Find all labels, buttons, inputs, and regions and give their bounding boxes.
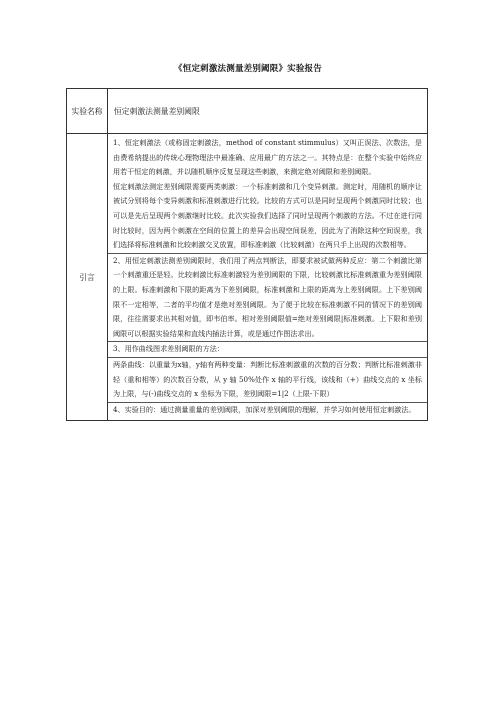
intro-paragraph-4: 3、用作曲线图求差别阈限的方法： xyxy=(108,341,427,357)
intro-paragraph-2: 恒定刺激法测定差别阈限需要两类刺激：一个标准刺激和几个变异刺激。测定时，用随机的顺序让被试分别将每个变异刺激和标准刺激进行比较。比较的方式可以是同时呈现两个刺激同时比较；也可以是先后呈现两个刺激继时比较。此次实验我们选择了同时呈现两个刺激的方法。不过在进行同时比较时，因为两个刺激在空间的位置上的差异会出现空间误差，因此为了消除这种空间误差，我们选择将标准刺激和比较刺激交叉放置，即标准刺激（比较刺激）在两只手上出现的次数相等。 xyxy=(113,181,422,250)
introduction-body xyxy=(108,134,428,421)
intro-paragraph-6: 4、实验目的：通过测量重量的差别阈限，加深对差别阈限的理解，并学习如何使用恒定刺激法。 xyxy=(108,402,427,418)
introduction-label: 引言 xyxy=(67,134,108,421)
introduction-row xyxy=(67,134,428,421)
report-table xyxy=(66,88,428,421)
intro-paragraph-3: 2、用恒定刺激法测差别阈限时，我们用了两点判断法，即要求被试做两种反应：第二个刺激比第一个刺激重还是轻。比较刺激比标准刺激轻为差别阈限的下限，比较刺激比标准刺激重为差别阈限的上限。标准刺激和下限的距离为下差别阈限，标准刺激和上限的距离为上差别阈限。上下差别阈限不一定相等，二者的平均值才是绝对差别阈限。为了便于比较在标准刺激不同的情况下的差别阈限，往往需要求出其相对值，即韦伯率。相对差别阈限值=绝对差别阈限|标准刺激。上下限和差别阈限可以根据实验结果和直线内插法计算，或是通过作图法求出。 xyxy=(108,253,427,342)
experiment-name-value: 恒定刺激法测量差别阈限 xyxy=(108,89,428,134)
intro-paragraph-1: 1、恒定刺激法（或称固定刺激法，method of constant stimmulus）又叫正误法、次数法，是由费希纳提出的传统心理物理法中最准确、应用最广的方法之一。其特点是：在整个实验中始终应用若干恒定的刺激，并以随机顺序反复呈现这些刺激，来测定绝对阈限和差别阈限。 xyxy=(113,138,422,177)
document-title: 《恒定刺激法测量差别阈限》实验报告 xyxy=(174,64,322,74)
experiment-name-label: 实验名称 xyxy=(67,89,108,134)
intro-paragraph-5: 两条曲线：以重量为x轴，y轴有两种变量：判断比标准刺激重的次数的百分数；判断比标准刺激非轻（重和相等）的次数百分数，从 y 轴 50%处作 x 轴的平行线，该线和（+）曲线交点的 x 坐标为上限，与(-)曲线交点的 x 坐标为下限，差别阈限=1|2（上限-下限） xyxy=(108,357,427,402)
experiment-name-row xyxy=(67,89,428,134)
